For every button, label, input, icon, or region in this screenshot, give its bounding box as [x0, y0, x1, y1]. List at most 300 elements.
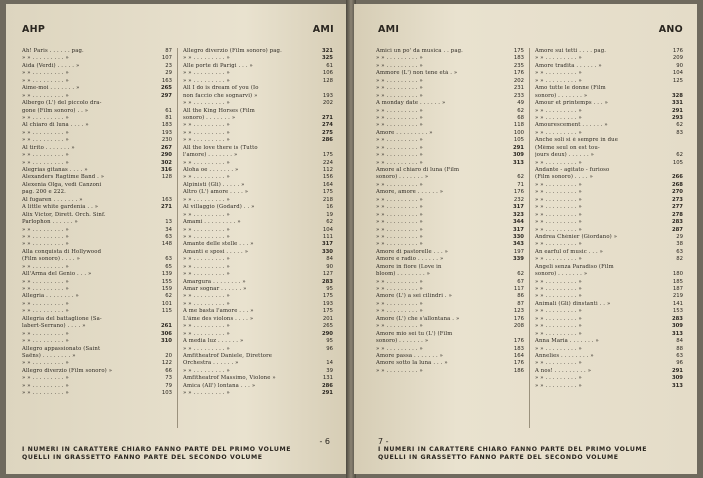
entry-page-number: 193 — [322, 92, 333, 99]
entry-page-number: 62 — [676, 152, 683, 159]
index-entry — [535, 70, 683, 77]
index-entry — [183, 115, 333, 122]
index-entry — [376, 115, 524, 122]
entry-page-number: 82 — [676, 256, 683, 263]
entry-title: » » . . . . . . . . . » — [376, 226, 423, 233]
entry-title: » » . . . . . . . . . » — [376, 137, 423, 144]
entry-page-number — [510, 264, 524, 271]
index-entry — [376, 323, 524, 330]
entry-title: Al tirito . . . . . . . » — [22, 144, 75, 151]
entry-title: A little white gardenia . . » — [22, 204, 99, 211]
index-entry — [376, 249, 524, 256]
entry-title: Amourescement . . . . . . » — [535, 122, 608, 129]
index-entry — [376, 167, 524, 174]
entry-page-number: 153 — [672, 308, 683, 315]
entry-page-number: 128 — [161, 174, 172, 181]
entry-title: » » . . . . . . . . . » — [183, 226, 230, 233]
index-entry — [376, 368, 524, 375]
entry-page-number: 65 — [165, 263, 172, 270]
entry-title: Amore mio sei tu (L') (Film — [376, 330, 453, 337]
index-entry — [22, 152, 172, 159]
entry-page-number: 105 — [513, 137, 524, 144]
entry-page-number: 316 — [160, 167, 172, 173]
entry-page-number: 202 — [322, 100, 333, 107]
entry-page-number: 208 — [513, 323, 524, 330]
entry-title: » » . . . . . . . . . » — [535, 219, 582, 226]
index-entry — [22, 227, 172, 234]
index-entry — [183, 48, 333, 55]
index-entry — [183, 256, 333, 263]
entry-page-number: 175 — [322, 293, 333, 300]
entry-title: Amami . . . . . . . . . » — [183, 219, 241, 226]
entry-title: Amica (All') lontana . . . » — [183, 382, 256, 389]
entry-title: » » . . . . . . . . . » — [535, 382, 582, 389]
entry-page-number: 290 — [160, 152, 172, 159]
entry-title: » » . . . . . . . . . » — [535, 55, 582, 62]
entry-title: » » . . . . . . . . . » — [376, 85, 423, 92]
entry-title: » » . . . . . . . . . » — [535, 308, 582, 315]
entry-title: Amanti e sposi . . . . . » — [183, 248, 249, 255]
entry-title: » » . . . . . . . . . » — [535, 107, 582, 114]
entry-title: » » . . . . . . . . . » — [535, 196, 582, 203]
entry-title: Amore sotto la luna . . . » — [376, 360, 448, 367]
entry-page-number: 186 — [513, 367, 524, 374]
entry-title: » » . . . . . . . . . » — [376, 152, 423, 159]
left-page-number: - 6 — [319, 437, 330, 446]
entry-title: Amore . . . . . . . . . » — [376, 129, 433, 136]
entry-title: » » . . . . . . . . . » — [183, 122, 230, 129]
index-entry — [183, 85, 333, 92]
index-entry — [22, 316, 172, 323]
entry-title: sonoro) . . . . . . . » — [535, 271, 588, 278]
entry-title: » » . . . . . . . . . » — [376, 144, 423, 151]
index-entry — [535, 167, 683, 174]
index-entry — [22, 167, 172, 174]
entry-page-number: 313 — [671, 382, 683, 389]
entry-page-number: 62 — [517, 107, 524, 114]
index-entry — [22, 219, 172, 226]
entry-page-number: 95 — [326, 338, 333, 345]
index-entry — [376, 130, 524, 137]
entry-page-number: 233 — [513, 92, 524, 99]
entry-title: » » . . . . . . . . . » — [376, 345, 423, 352]
entry-title: » » . . . . . . . . . » — [183, 300, 230, 307]
entry-title: » » . . . . . . . . . » — [183, 293, 230, 300]
index-entry — [183, 227, 333, 234]
entry-page-number — [158, 316, 172, 323]
index-entry — [535, 227, 683, 234]
index-entry — [376, 152, 524, 159]
entry-title: Andante - agitato - furioso — [535, 167, 610, 173]
index-entry — [535, 115, 683, 122]
index-entry — [535, 100, 683, 107]
entry-title: Parlophon . . . . . . » — [22, 219, 78, 226]
entry-page-number — [510, 167, 524, 174]
entry-title: » » . . . . . . . . . » — [183, 159, 230, 166]
entry-page-number: 344 — [512, 219, 524, 226]
entry-page-number: 104 — [322, 226, 333, 233]
entry-page-number: 123 — [513, 308, 524, 315]
entry-title: » » . . . . . . . . . » — [376, 300, 423, 307]
entry-title: » » . . . . . . . . . » — [535, 204, 582, 211]
index-entry — [22, 189, 172, 196]
index-entry — [183, 167, 333, 174]
entry-page-number — [669, 137, 683, 144]
index-entry — [183, 182, 333, 189]
index-entry — [22, 308, 172, 315]
entry-page-number: 175 — [513, 48, 524, 54]
index-entry — [535, 219, 683, 226]
index-entry — [535, 174, 683, 181]
entry-page-number: 118 — [513, 122, 524, 129]
index-entry — [376, 241, 524, 248]
index-entry — [376, 55, 524, 62]
entry-page-number: 278 — [671, 211, 683, 218]
entry-title: » » . . . . . . . . . » — [376, 233, 423, 240]
index-entry — [22, 353, 172, 360]
entry-title: » » . . . . . . . . . » — [183, 367, 230, 374]
index-entry — [22, 264, 172, 271]
entry-title: All I do is dream of you (Io — [183, 85, 259, 92]
index-entry — [376, 85, 524, 92]
entry-title: » » . . . . . . . . . » — [183, 233, 230, 240]
index-entry — [535, 122, 683, 129]
entry-title: Amante delle stelle . . . » — [183, 241, 254, 248]
entry-page-number: 306 — [160, 330, 172, 337]
entry-page-number — [158, 182, 172, 189]
entry-title: » » . . . . . . . . . » — [183, 345, 230, 352]
entry-page-number: 103 — [161, 390, 172, 397]
footer-line-1: I NUMERI IN CARATTERE CHIARO FANNO PARTE DEL PRIMO VOLUME — [22, 446, 292, 453]
index-entry — [535, 93, 683, 100]
entry-page-number: 96 — [326, 345, 333, 352]
entry-page-number: 96 — [676, 360, 683, 367]
entry-title: » » . . . . . . . . . » — [535, 286, 582, 292]
index-entry — [376, 78, 524, 85]
index-entry — [183, 108, 333, 115]
entry-page-number — [669, 264, 683, 271]
index-entry — [183, 189, 333, 196]
entry-page-number: 84 — [676, 338, 683, 345]
entry-title: Amore (L') a sei cilindri . » — [376, 293, 452, 300]
entry-title: » » . . . . . . . . . » — [22, 159, 69, 166]
entry-page-number: 265 — [160, 85, 172, 92]
entry-title: Ah! Paris . . . . . . pag. — [22, 48, 84, 54]
entry-page-number — [158, 346, 172, 353]
index-entry — [535, 241, 683, 248]
entry-title: » » . . . . . . . . . » — [22, 226, 69, 233]
entry-title: » » . . . . . . . . . » — [183, 271, 230, 278]
entry-title: Amore al chiaro di luna (Film — [376, 167, 460, 173]
entry-title: » » . . . . . . . . . » — [183, 323, 230, 330]
entry-title: labert-Serrano) . . . . » — [22, 323, 86, 330]
entry-title: Amore tradita . . . . . . » — [535, 62, 602, 69]
index-entry — [535, 383, 683, 390]
entry-page-number: 277 — [671, 204, 683, 211]
entry-page-number: 231 — [513, 85, 524, 92]
entry-page-number: 155 — [161, 278, 172, 285]
left-page — [6, 4, 348, 474]
entry-page-number: 148 — [161, 241, 172, 248]
entry-page-number: 141 — [672, 300, 683, 307]
entry-page-number: 84 — [326, 256, 333, 263]
index-entry — [376, 48, 524, 55]
entry-page-number: 310 — [160, 338, 172, 345]
entry-title: » » . . . . . . . . . » — [22, 263, 69, 270]
index-entry — [22, 78, 172, 85]
entry-page-number: 117 — [513, 286, 524, 292]
entry-title: » » . . . . . . . . . » — [183, 129, 230, 136]
index-entry — [22, 360, 172, 367]
entry-page-number: 201 — [322, 315, 333, 322]
index-entry — [376, 122, 524, 129]
footer-line-1: I NUMERI IN CARATTERE CHIARO FANNO PARTE DEL PRIMO VOLUME — [378, 446, 648, 453]
index-entry — [376, 316, 524, 323]
index-entry — [535, 308, 683, 315]
entry-title: » » . . . . . . . . . » — [535, 293, 582, 300]
index-entry — [535, 271, 683, 278]
index-entry — [535, 368, 683, 375]
index-entry — [22, 346, 172, 353]
entry-page-number: 16 — [326, 204, 333, 211]
entry-page-number: 330 — [512, 233, 524, 240]
entry-title: (Film sonoro) . . . . » — [535, 174, 593, 181]
entry-title: » » . . . . . . . . . » — [376, 219, 423, 226]
index-entry — [22, 241, 172, 248]
entry-page-number: 325 — [321, 55, 333, 62]
index-entry — [376, 360, 524, 367]
entry-title: gone (Film sonoro) . . » — [22, 107, 89, 114]
entry-page-number: 313 — [671, 330, 683, 337]
index-entry — [183, 145, 333, 152]
entry-page-number: 343 — [512, 241, 524, 248]
index-entry — [535, 85, 683, 92]
entry-title: » » . . . . . . . . . » — [535, 189, 582, 196]
entry-page-number: 163 — [161, 77, 172, 84]
entry-title: » » . . . . . . . . . » — [376, 92, 423, 99]
entry-title: Allegria . . . . . . . . » — [22, 293, 79, 300]
entry-page-number: 86 — [517, 293, 524, 300]
entry-page-number: 230 — [161, 137, 172, 144]
entry-title: l'amore) . . . . . . . » — [183, 152, 238, 159]
entry-title: » » . . . . . . . . . » — [376, 204, 423, 211]
index-entry — [376, 331, 524, 338]
entry-title: Anche soli si è sempre in due — [535, 137, 619, 144]
left-page-header-start: AHP — [22, 24, 46, 35]
entry-title: » » . . . . . . . . . » — [535, 278, 582, 285]
right-page-number: 7 - — [378, 437, 389, 446]
right-page-header-start: AMI — [378, 24, 400, 35]
index-entry — [376, 264, 524, 271]
index-entry — [183, 360, 333, 367]
entry-title: A monday date . . . . . . » — [376, 100, 446, 107]
index-entry — [183, 390, 333, 397]
entry-page-number: 321 — [321, 48, 333, 54]
entry-title: Amore (L') che s'allontana . » — [376, 315, 460, 322]
index-entry — [183, 197, 333, 204]
entry-page-number: 81 — [165, 114, 172, 121]
index-entry — [183, 249, 333, 256]
entry-page-number: 107 — [161, 55, 172, 62]
index-entry — [376, 100, 524, 107]
entry-page-number: 20 — [165, 352, 172, 359]
entry-title: » » . . . . . . . . . » — [183, 174, 230, 181]
index-entry — [22, 323, 172, 330]
entry-page-number: 63 — [165, 233, 172, 240]
entry-title: » » . . . . . . . . . » — [376, 211, 423, 218]
footer-line-2: QUELLI IN GRASSETTO FANNO PARTE DEL SECONDO VOLUME — [378, 454, 619, 461]
index-entry — [183, 368, 333, 375]
index-entry — [22, 70, 172, 77]
entry-page-number: 127 — [322, 271, 333, 278]
entry-title: » » . . . . . . . . . » — [376, 278, 423, 285]
index-entry — [376, 70, 524, 77]
index-entry — [183, 301, 333, 308]
entry-page-number: 268 — [671, 181, 683, 188]
entry-page-number: 313 — [512, 159, 524, 166]
entry-page-number: 291 — [512, 144, 524, 151]
entry-title: non faccio che sognarvi) » — [183, 92, 258, 99]
entry-page-number: 274 — [321, 122, 333, 129]
entry-title: » » . . . . . . . . . » — [22, 338, 69, 345]
entry-title: sonoro) . . . . . . . » — [183, 114, 236, 121]
entry-title: Al chiaro di luna . . . . » — [22, 122, 89, 129]
entry-page-number: 66 — [165, 367, 172, 374]
index-entry — [535, 375, 683, 382]
index-entry — [376, 234, 524, 241]
index-entry — [22, 331, 172, 338]
index-entry — [22, 115, 172, 122]
entry-page-number: 291 — [321, 390, 333, 397]
index-entry — [22, 160, 172, 167]
entry-page-number: 293 — [671, 114, 683, 121]
entry-title: bloom) . . . . . . . . » — [376, 271, 431, 278]
index-entry — [535, 130, 683, 137]
entry-page-number: 104 — [672, 70, 683, 77]
entry-title: Alla conquista di Hollywood — [22, 248, 102, 255]
entry-page-number: 202 — [513, 77, 524, 84]
column-divider — [529, 48, 530, 428]
index-entry — [376, 338, 524, 345]
index-entry — [22, 368, 172, 375]
index-entry — [22, 174, 172, 181]
index-entry — [22, 279, 172, 286]
entry-title: Amore in fiore (Love in — [376, 263, 442, 270]
entry-page-number: 139 — [161, 271, 172, 278]
index-entry — [22, 375, 172, 382]
entry-title: » » . . . . . . . . . » — [22, 390, 69, 397]
entry-page-number: 283 — [671, 315, 683, 322]
entry-page-number — [510, 331, 524, 338]
entry-page-number: 79 — [165, 382, 172, 389]
entry-page-number: 156 — [322, 174, 333, 181]
entry-page-number: 34 — [165, 226, 172, 233]
entry-page-number: 63 — [676, 352, 683, 359]
entry-title: » » . . . . . . . . . » — [22, 278, 69, 285]
entry-page-number: 87 — [517, 300, 524, 307]
entry-title: A nos! . . . . . . . . . » — [535, 367, 592, 374]
index-entry — [376, 63, 524, 70]
entry-page-number: 183 — [513, 55, 524, 62]
index-entry — [22, 108, 172, 115]
left-page-index-column-2 — [183, 48, 333, 398]
entry-page-number: 62 — [517, 174, 524, 181]
entry-page-number: 232 — [513, 196, 524, 203]
index-entry — [22, 286, 172, 293]
index-entry — [22, 338, 172, 345]
entry-title: Al villaggio (Godard) . . » — [183, 204, 255, 211]
entry-page-number: 19 — [326, 211, 333, 218]
entry-title: All the love there is (Tutto — [183, 144, 258, 151]
entry-page-number: 297 — [160, 92, 172, 99]
entry-title: Amar sognar . . . . . . » — [183, 286, 247, 292]
entry-page-number: 90 — [326, 263, 333, 270]
entry-title: » » . . . . . . . . . » — [535, 360, 582, 367]
entry-title: » » . . . . . . . . . » — [376, 62, 423, 69]
entry-page-number: 111 — [322, 233, 333, 240]
entry-page-number: 176 — [513, 70, 524, 77]
entry-title: » » . . . . . . . . . » — [22, 233, 69, 240]
entry-title: All the King Horses (Film — [183, 107, 255, 114]
entry-title: » » . . . . . . . . . » — [535, 330, 582, 337]
entry-page-number: 286 — [321, 137, 333, 144]
entry-title: Aloha oe . . . . . . . » — [183, 167, 239, 173]
index-entry — [376, 346, 524, 353]
index-entry — [376, 182, 524, 189]
entry-title: » » . . . . . . . . . » — [183, 100, 230, 107]
index-entry — [535, 279, 683, 286]
footer-line-2: QUELLI IN GRASSETTO FANNO PARTE DEL SECONDO VOLUME — [22, 454, 263, 461]
entry-title: » » . . . . . . . . . » — [535, 181, 582, 188]
entry-title: All'Arma del Genio . . . » — [22, 271, 92, 278]
index-entry — [183, 375, 333, 382]
entry-title: » » . . . . . . . . . » — [535, 114, 582, 121]
entry-page-number: 323 — [512, 211, 524, 218]
index-entry — [535, 204, 683, 211]
index-entry — [535, 78, 683, 85]
entry-title: » » . . . . . . . . . » — [376, 114, 423, 121]
index-entry — [376, 204, 524, 211]
index-entry — [535, 145, 683, 152]
index-entry — [376, 174, 524, 181]
entry-title: L'âme des violons . . . . » — [183, 315, 254, 322]
entry-title: » » . . . . . . . . . » — [376, 122, 423, 129]
index-entry — [183, 63, 333, 70]
entry-page-number: 309 — [671, 323, 683, 330]
index-entry — [183, 219, 333, 226]
entry-title: Amore, amore . . . . . . » — [376, 189, 444, 196]
entry-page-number: 95 — [326, 286, 333, 292]
index-entry — [535, 234, 683, 241]
entry-title: Al fugaren . . . . . . . » — [22, 196, 83, 203]
entry-title: » » . . . . . . . . . » — [22, 129, 69, 136]
entry-page-number: 193 — [161, 129, 172, 136]
index-entry — [22, 130, 172, 137]
entry-page-number: 187 — [672, 286, 683, 292]
index-entry — [183, 78, 333, 85]
entry-title: » » . . . . . . . . . » — [376, 308, 423, 315]
index-entry — [183, 346, 333, 353]
index-entry — [535, 323, 683, 330]
entry-page-number: 13 — [165, 219, 172, 226]
index-entry — [535, 249, 683, 256]
index-entry — [183, 383, 333, 390]
entry-title: » » . . . . . . . . . » — [22, 241, 69, 248]
entry-title: Albergo (L') del piccolo dra- — [22, 100, 102, 107]
index-entry — [535, 108, 683, 115]
entry-page-number: 63 — [165, 256, 172, 263]
entry-title: » » . . . . . . . . . » — [22, 360, 69, 367]
